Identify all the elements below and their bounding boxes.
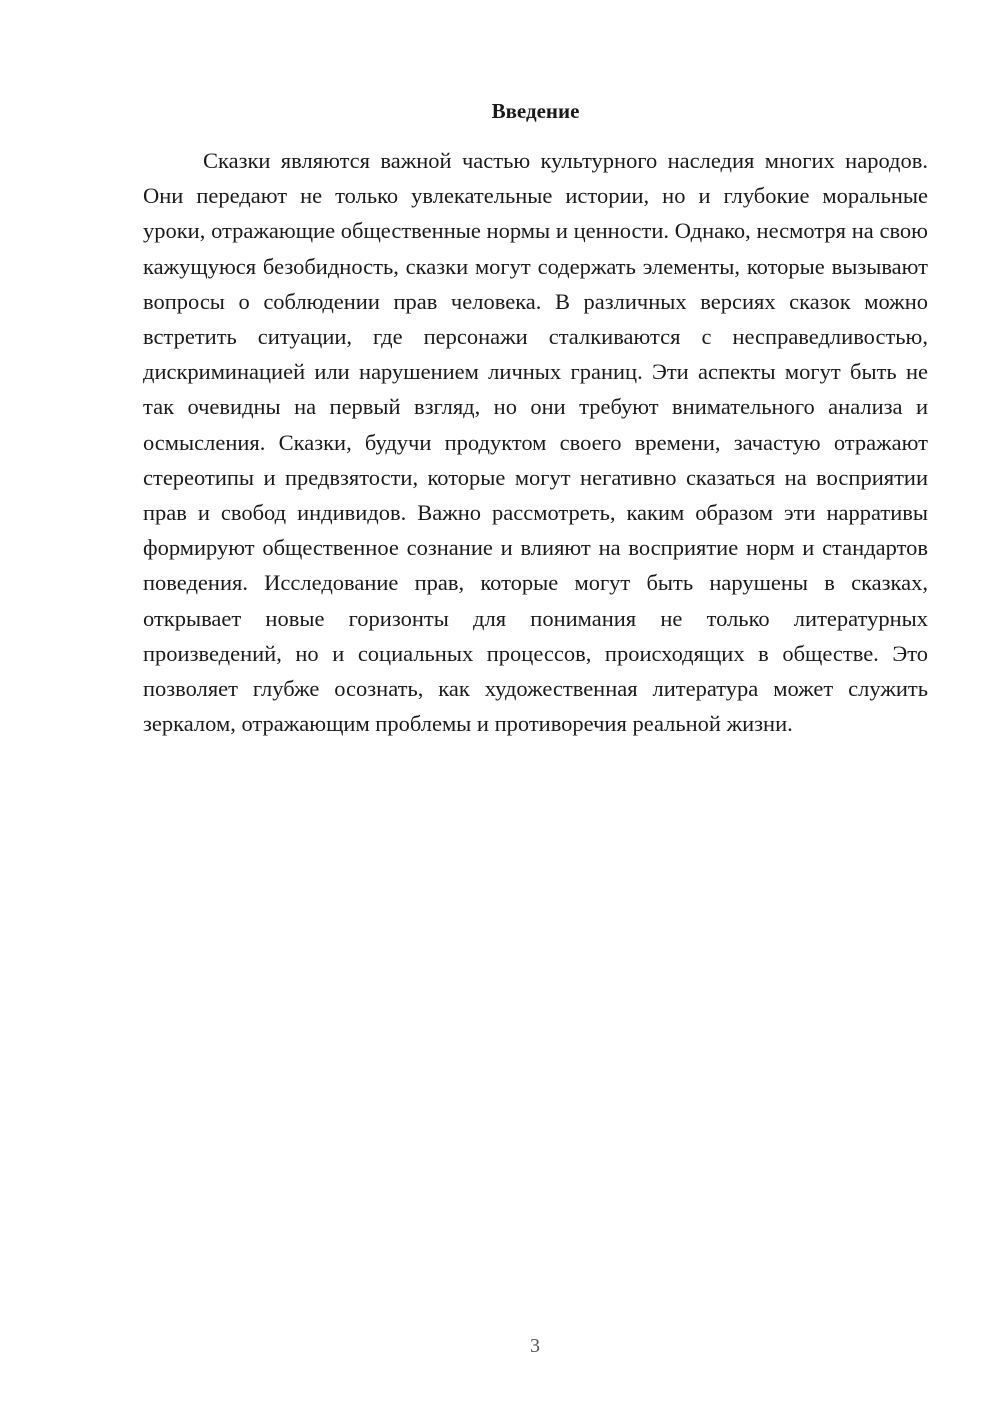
- section-heading: Введение: [491, 99, 580, 123]
- body-paragraph: Сказки являются важной частью культурного наследия многих народов. Они передают не только увлекательные истории, но и глубокие моральные уроки, отражающие общественные нормы и ценности. Однако, несмотря на свою кажущуюся безобидность, сказки могут содержать элементы, которые вызывают вопросы о соблюдении прав человека. В различных версиях сказок можно встретить ситуации, где персонажи сталкиваются с несправедливостью, дискриминацией или нарушением личных границ. Эти аспекты могут быть не так очевидны на первый взгляд, но они требуют внимательного анализа и осмысления. Сказки, будучи продуктом своего времени, зачастую отражают стереотипы и предвзятости, которые могут негативно сказаться на восприятии прав и свобод индивидов. Важно рассмотреть, каким образом эти нарративы формируют общественное сознание и влияют на восприятие норм и стандартов поведения. Исследование прав, которые могут быть нарушены в сказках, открывает новые горизонты для понимания не только литературных произведений, но и социальных процессов, происходящих в обществе. Это позволяет глубже осознать, как художественная литература может служить зеркалом, отражающим проблемы и противоречия реальной жизни.: [143, 148, 928, 737]
- page-number: 3: [530, 1335, 540, 1357]
